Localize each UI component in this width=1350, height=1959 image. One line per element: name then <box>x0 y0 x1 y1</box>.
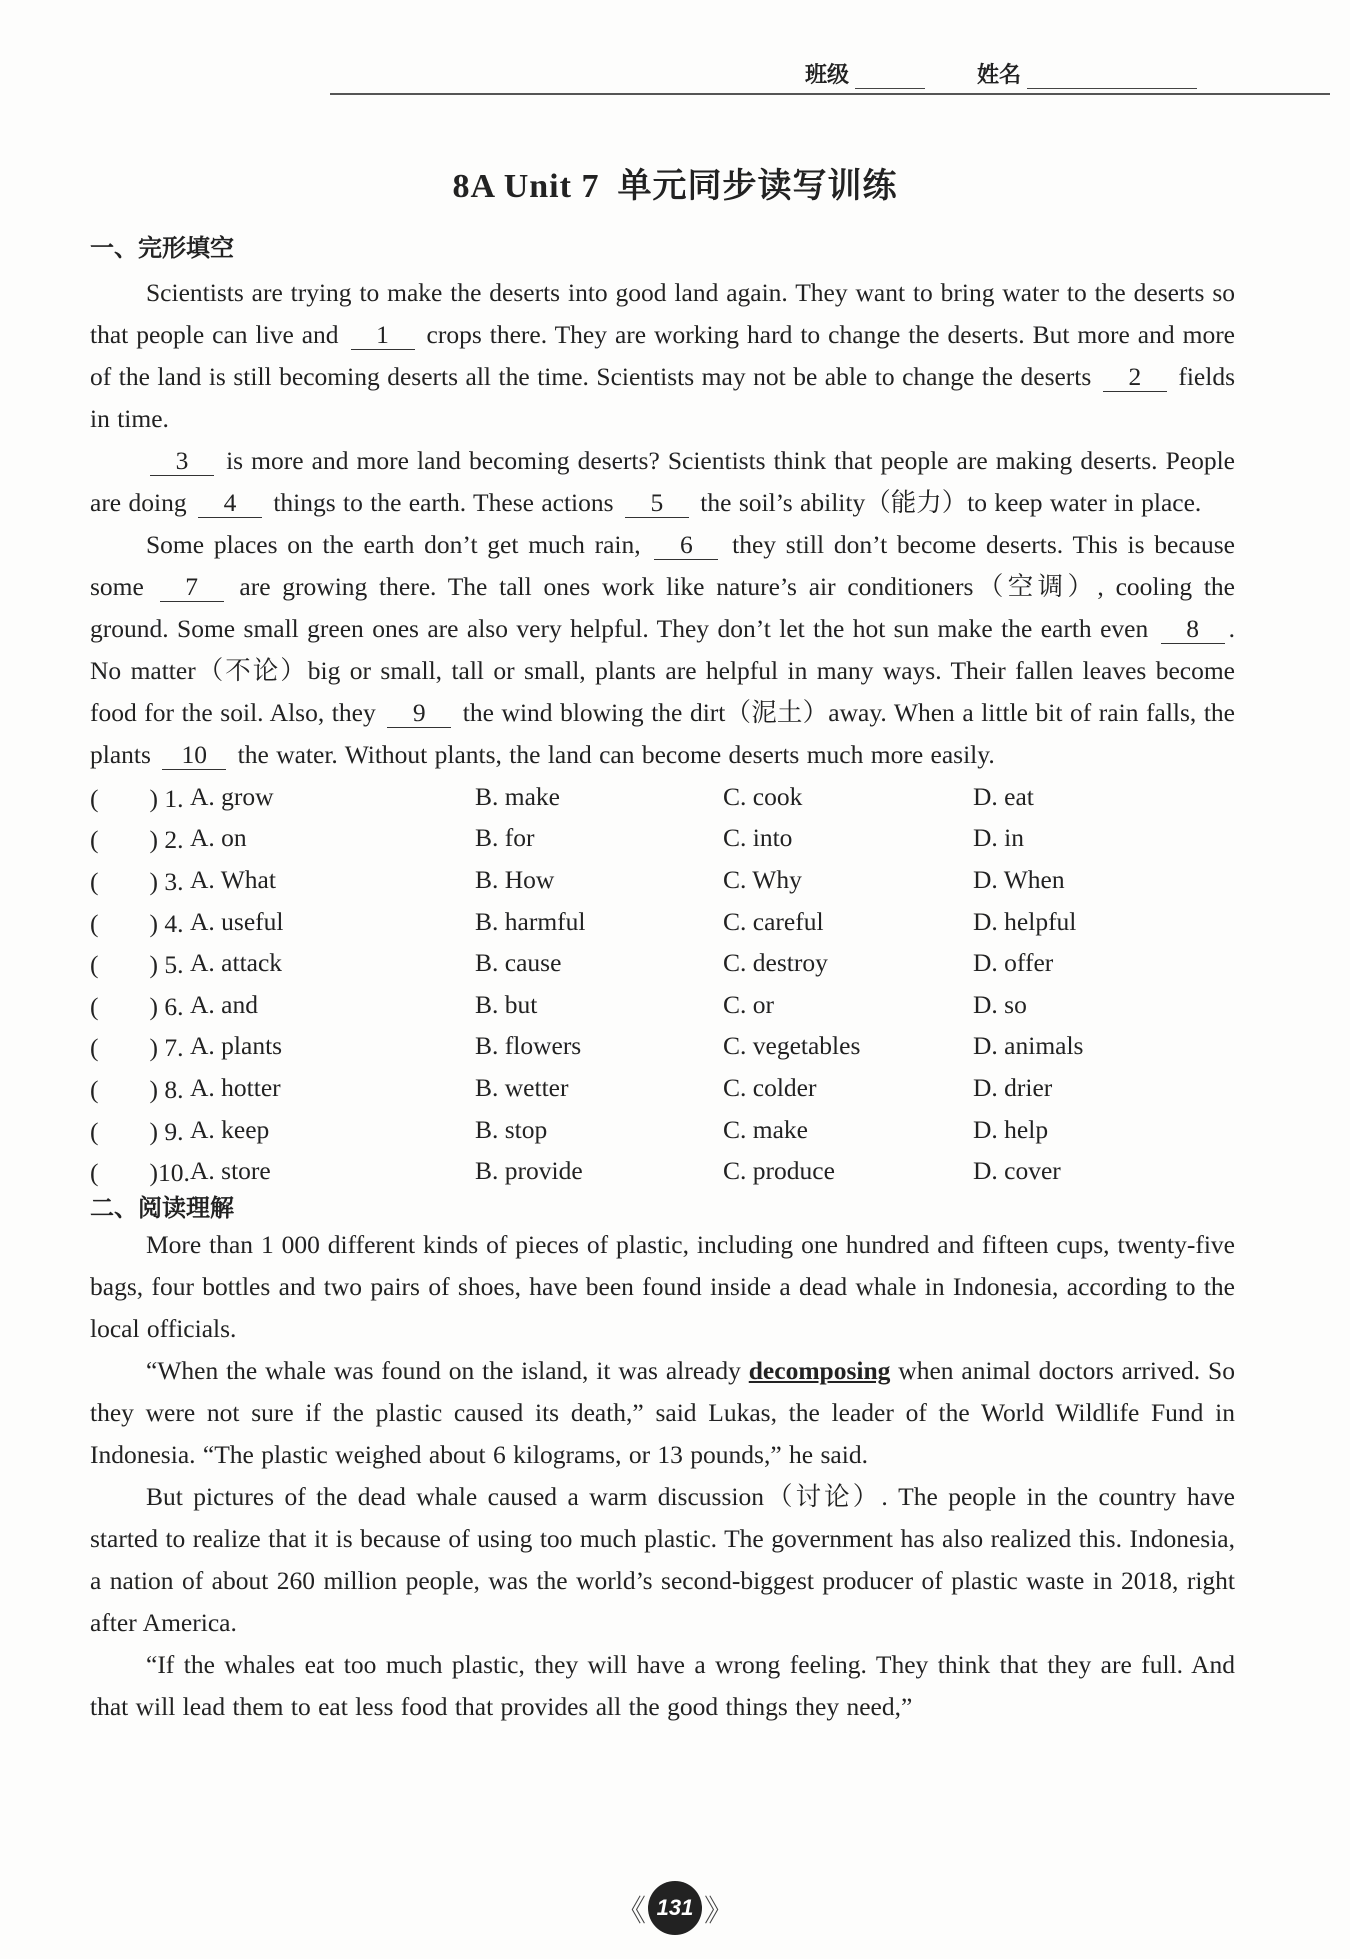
option-row <box>90 859 1235 901</box>
option-b[interactable]: B. wetter <box>475 1072 569 1102</box>
option-c[interactable]: C. into <box>723 823 793 853</box>
left-chevron-icon: 《 <box>616 1894 646 1929</box>
cloze-paragraph-1: Scientists are trying to make the deserts into good land again. They want to bring water to the deserts so that people can live and 1 crops there. They are working hard to change the deserts. But more and more of the land is still becoming deserts all the time. Scientists may not be able to change the deserts 2 fields in time. <box>90 278 1235 433</box>
option-c[interactable]: C. make <box>723 1114 808 1144</box>
option-c[interactable]: C. produce <box>723 1156 835 1186</box>
option-c[interactable]: C. cook <box>723 781 803 811</box>
right-chevron-icon: 》 <box>704 1894 734 1929</box>
section2-heading: 二、阅读理解 <box>90 1193 234 1222</box>
option-row <box>90 942 1235 984</box>
option-d[interactable]: D. helpful <box>973 906 1077 936</box>
option-c[interactable]: C. vegetables <box>723 1031 861 1061</box>
option-d[interactable]: D. offer <box>973 948 1054 978</box>
option-b[interactable]: B. make <box>475 781 560 811</box>
option-row <box>90 818 1235 860</box>
option-row <box>90 984 1235 1026</box>
highlighted-word: decomposing <box>748 1355 891 1385</box>
gap-2[interactable]: 2 <box>1103 363 1167 392</box>
cloze-paragraph-2: 3 is more and more land becoming deserts? Scientists think that people are making deserts. People are doing 4 things to the earth. These actions 5 the soil’s ability（能力）to keep water in place. <box>90 446 1235 517</box>
gap-10[interactable]: 10 <box>162 741 226 770</box>
option-d[interactable]: D. help <box>973 1114 1049 1144</box>
option-a[interactable]: A. grow <box>190 781 274 811</box>
name-label: 姓名 <box>977 63 1022 88</box>
option-c[interactable]: C. Why <box>723 864 802 894</box>
option-d[interactable]: D. so <box>973 989 1027 1019</box>
option-c[interactable]: C. careful <box>723 906 824 936</box>
answer-slot[interactable]: ( ) 1. <box>90 783 184 813</box>
option-a[interactable]: A. plants <box>190 1031 283 1061</box>
option-row <box>90 776 1235 818</box>
page-number <box>0 1880 1350 1936</box>
answer-slot[interactable]: ( ) 3. <box>90 866 184 896</box>
section-cloze <box>90 232 1235 1728</box>
option-row <box>90 1150 1235 1192</box>
option-b[interactable]: B. but <box>475 989 538 1019</box>
option-b[interactable]: B. flowers <box>475 1031 582 1061</box>
option-d[interactable]: D. animals <box>973 1031 1084 1061</box>
gap-5[interactable]: 5 <box>625 489 689 518</box>
title-cn: 单元同步读写训练 <box>617 166 898 206</box>
option-c[interactable]: C. or <box>723 989 774 1019</box>
option-b[interactable]: B. cause <box>475 948 562 978</box>
answer-slot[interactable]: ( ) 6. <box>90 991 184 1021</box>
gap-1[interactable]: 1 <box>351 321 415 350</box>
gap-6[interactable]: 6 <box>654 531 718 560</box>
reading-paragraph-4: “If the whales eat too much plastic, they will have a wrong feeling. They think that they are full. And that will lead them to eat less food that provides all the good things they need,” <box>90 1649 1235 1721</box>
gap-8[interactable]: 8 <box>1161 615 1225 644</box>
option-row <box>90 1067 1235 1109</box>
class-label: 班级 <box>805 63 850 88</box>
class-blank[interactable] <box>855 66 925 89</box>
reading-paragraph-1: More than 1 000 different kinds of pieces of plastic, including one hundred and fifteen cups, twenty-five bags, four bottles and two pairs of shoes, have been found inside a dead whale in Indonesia, according to the local officials. <box>90 1229 1235 1343</box>
reading-paragraph-2: “When the whale was found on the island, it was already decomposing when animal doctors arrived. So they were not sure if the plastic caused its death,” said Lukas, the leader of the World Wildlife Fund in Indonesia. “The plastic weighed about 6 kilograms, or 13 pounds,” he said. <box>90 1355 1235 1469</box>
option-a[interactable]: A. on <box>190 823 247 853</box>
option-d[interactable]: D. When <box>973 864 1065 894</box>
option-d[interactable]: D. in <box>973 823 1024 853</box>
section1-heading: 一、完形填空 <box>90 234 234 262</box>
option-b[interactable]: B. harmful <box>475 906 586 936</box>
gap-7[interactable]: 7 <box>160 573 224 602</box>
option-a[interactable]: A. hotter <box>190 1072 281 1102</box>
gap-3[interactable]: 3 <box>150 447 214 476</box>
answer-slot[interactable]: ( ) 5. <box>90 950 184 980</box>
name-blank[interactable] <box>1027 66 1197 89</box>
option-row <box>90 901 1235 943</box>
options-list <box>90 776 1235 1192</box>
answer-slot[interactable]: ( ) 2. <box>90 825 184 855</box>
option-b[interactable]: B. stop <box>475 1114 548 1144</box>
gap-4[interactable]: 4 <box>198 489 262 518</box>
answer-slot[interactable]: ( ) 4. <box>90 908 184 938</box>
option-a[interactable]: A. store <box>190 1156 271 1186</box>
page-number-badge: 131 <box>648 1881 702 1935</box>
option-a[interactable]: A. What <box>190 864 276 894</box>
option-b[interactable]: B. provide <box>475 1156 583 1186</box>
option-d[interactable]: D. eat <box>973 781 1034 811</box>
option-a[interactable]: A. keep <box>190 1114 270 1144</box>
answer-slot[interactable]: ( )10. <box>90 1158 190 1188</box>
reading-paragraph-3: But pictures of the dead whale caused a warm discussion（讨论）. The people in the country have started to realize that it is because of using too much plastic. The government has also realized this. Indonesia, a nation of about 260 million people, was the world’s second-biggest producer of plastic waste in 2018, right after America. <box>90 1481 1235 1637</box>
option-b[interactable]: B. How <box>475 864 555 894</box>
answer-slot[interactable]: ( ) 8. <box>90 1074 184 1104</box>
gap-9[interactable]: 9 <box>387 699 451 728</box>
option-d[interactable]: D. drier <box>973 1072 1053 1102</box>
header-fields <box>805 58 1197 89</box>
option-c[interactable]: C. colder <box>723 1072 817 1102</box>
option-a[interactable]: A. and <box>190 989 258 1019</box>
option-row <box>90 1109 1235 1151</box>
option-a[interactable]: A. useful <box>190 906 284 936</box>
cloze-paragraph-3: Some places on the earth don’t get much rain, 6 they still don’t become deserts. This is because some 7 are growing there. The tall ones work like nature’s air conditioners（空调）, cooling the ground. Some small green ones are also very helpful. They don’t let the hot sun make the earth even 8 . No matter（不论）big or small, tall or small, plants are helpful in many ways. Their fallen leaves become food for the soil. Also, they 9 the wind blowing the dirt（泥土）away. When a little bit of rain falls, the plants 10 the water. Without plants, the land can become deserts much more easily. <box>90 530 1235 769</box>
header-rule <box>330 93 1330 95</box>
option-b[interactable]: B. for <box>475 823 535 853</box>
option-c[interactable]: C. destroy <box>723 948 828 978</box>
title-en: 8A Unit 7 <box>452 168 600 205</box>
answer-slot[interactable]: ( ) 9. <box>90 1116 184 1146</box>
option-row <box>90 1026 1235 1068</box>
option-a[interactable]: A. attack <box>190 948 283 978</box>
answer-slot[interactable]: ( ) 7. <box>90 1033 184 1063</box>
option-d[interactable]: D. cover <box>973 1156 1061 1186</box>
page-title <box>0 158 1350 207</box>
